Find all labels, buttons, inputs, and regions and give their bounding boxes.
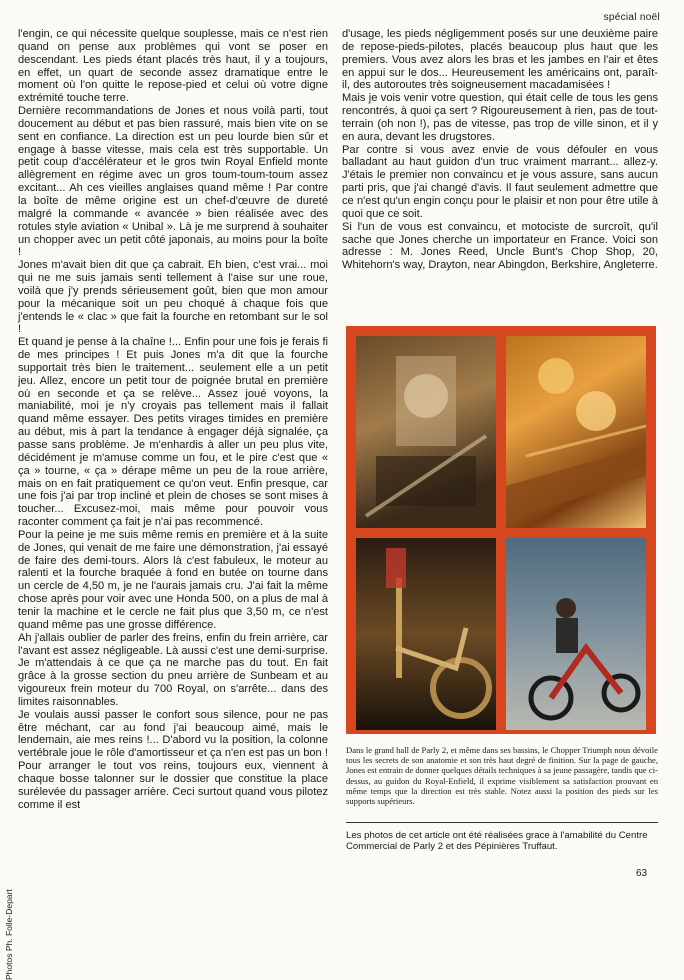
photo-lamps-engine xyxy=(506,336,646,528)
photo-chrome-detail xyxy=(356,336,496,528)
paragraph: Mais je vois venir votre question, qui était celle de tous les gens rencontrés, à quoi ça sert ? Rigoureusement à rien, pas de tout-terrain (oh non !), pas de vitesse, pas trop de ville sinon, et il y en aura, devant les drugstores. xyxy=(342,92,658,143)
photo-credit-text: Photos Ph. Folle-Depart xyxy=(4,889,14,980)
right-column xyxy=(342,28,658,272)
photo-chopper-hall xyxy=(356,538,496,730)
photo-rider-chopper-art xyxy=(506,538,646,730)
photo-panel xyxy=(346,326,656,734)
photo-chrome-detail-art xyxy=(356,336,496,528)
paragraph: Je voulais aussi passer le confort sous silence, pour ne pas être méchant, car au fond j'ai beaucoup aimé, mais le lendemain, aie mes reins !... D'abord vu la position, la colonne vertébrale joue le rôle d'amortisseur et ça n'en est pas un bon ! Pour arranger le tout vos reins, toujours eux, viennent à chaque bosse talonner sur le dossier que constitue la place surélevée du passager arrière. Ceci surtout quand vous pilotez comme il est xyxy=(18,708,328,811)
page-number: 63 xyxy=(636,868,648,879)
photo-credit-vertical xyxy=(4,770,16,980)
paragraph: Pour la peine je me suis même remis en première et à la suite de Jones, qui venait de me faire une démonstration, j'ai essayé de faire des demi-tours. Alors là c'est fabuleux, le moteur au ralenti et la fourche braquée à fond en butée on tourne dans un cercle de 4,50 m, je ne l'aurais jamais cru. J'ai fait la même chose après pour voir avec une Honda 500, on a plus de mal à tenir la machine et le cercle ne fait plus que 3,50 m, ce n'est quand même pas une grosse différence. xyxy=(18,528,328,631)
paragraph: Et quand je pense à la chaîne !... Enfin pour une fois je ferais fi de mes principes ! Et puis Jones m'a dit que la fourche supportait très bien le traitement... seulement elle a un petit jeu. Allez, encore un petit tour de poignée brutal en première où en seconde et ça se relève... Assez joué voyons, la maniabilité, moi je n'y croyais pas tellement mais il fallait quand même essayer. Des petits virages timides en première au début, mis à part la tendance à engager déjà signalée, ça passe sans problème. Je m'enhardis à aller un peu plus vite, décidément je m'amuse comme un fou, et le pire c'est que « ça » tourne, « ça » dérape même un peu de la roue arrière, mais on en fait pratiquement ce qu'on veut. Enfin presque, car une fois j'ai par trop incliné et plein de choses se sont mises à toucher... Excusez-moi, mais même pour pouvoir vous raconter comment ça fait je n'ai pas recommencé. xyxy=(18,336,328,529)
paragraph: l'engin, ce qui nécessite quelque souplesse, mais ce n'est rien quand on pense aux problèmes qui vont se poser en descendant. Les pieds étant placés très haut, il y a toujours, en effet, un quart de seconde assez dramatique entre le moment où l'on quitte le repose-pied et celui où votre digne extrémité touche terre. xyxy=(18,28,328,105)
photo-chopper-hall-art xyxy=(356,538,496,730)
paragraph: d'usage, les pieds négligemment posés sur une deuxième paire de repose-pieds-pilotes, placés beaucoup plus haut que les premiers. Vous avez alors les bras et les jambes en l'air et êtes en appui sur le dos... Heureusement les américains ont, paraît-il, des autoroutes très soigneusement macadamisées ! xyxy=(342,28,658,92)
paragraph: Jones m'avait bien dit que ça cabrait. Eh bien, c'est vrai... moi qui ne me suis jamais senti tellement à l'aise sur une roue, voilà que j'y prends sérieusement goût, bien que mon amour pour la mécanique soit un peu choqué à chaque fois que j'entends le « clac » que fait la fourche en retombant sur le sol ! xyxy=(18,259,328,336)
paragraph: Dernière recommandations de Jones et nous voilà parti, tout doucement au début et pas bien rassuré, mais bien vite on se sent en confiance. La direction est un peu lourde bien sûr et engage à basse vitesse, mais cela est très supportable. Un petit coup d'accélérateur et le gros twin Royal Enfield monte allègrement en régime avec un gros toum-toum-toum assez excitant... Ah ces vieilles anglaises quand même ! Par contre la boîte de même origine est un chef-d'œuvre de dureté malgré la commande « avancée » bien réalisée avec des rotules style aviation « Unibal ». Là je me surprend à souhaiter un chopper avec un petit côté japonais, au moins pour la boîte ! xyxy=(18,105,328,259)
paragraph: Si l'un de vous est convaincu, et motociste de surcroît, qu'il sache que Jones cherche un importateur en France. Voici son adresse : M. Jones Reed, Uncle Bunt's Chop Shop, 20, Whitehorn's way, Drayton, near Abingdon, Berkshire, Angleterre. xyxy=(342,220,658,272)
section-header: spécial noël xyxy=(603,12,660,23)
photo-rider-chopper xyxy=(506,538,646,730)
photo-credits: Les photos de cet article ont été réalisées grace à l'amabilité du Centre Commercial de Parly 2 et des Pépinières Truffaut. xyxy=(346,830,648,853)
photo-caption: Dans le grand hall de Parly 2, et même dans ses bassins, le Chopper Triumph nous dévoile tous les secrets de son anatomie et son très haut degré de finition. Sur la page de gauche, Jones est entrain de donner quelques détails techniques à sa jeune passagère, tandis que ci-dessus, au guidon du Royal-Enfield, il exprime visiblement sa satisfaction prouvant en même temps que la direction est très stable. Notez aussi la position des pieds sur les supports supérieurs. xyxy=(346,745,658,807)
left-column xyxy=(18,28,328,811)
paragraph: Ah j'allais oublier de parler des freins, enfin du frein arrière, car l'avant est assez négligeable. Là aussi c'est une demi-surprise. Je m'attendais à ce que ça ne marche pas du tout. En fait grâce à la grosse section du pneu arrière de Sunbeam et au vigoureux frein moteur du 700 Royal, on s'arrête... dans des limites raisonnables. xyxy=(18,631,328,708)
paragraph: Par contre si vous avez envie de vous défouler en vous balladant au haut guidon d'un truc vraiment marrant... allez-y. J'étais le premier non convaincu et je vous assure, sans aucun parti pris, que j'ai changé d'avis. Il faut seulement admettre que ce n'est qu'un engin conçu pour le plaisir et non pour être utile à quoi que ce soit. xyxy=(342,143,658,220)
photo-lamps-engine-art xyxy=(506,336,646,528)
divider xyxy=(346,822,658,823)
